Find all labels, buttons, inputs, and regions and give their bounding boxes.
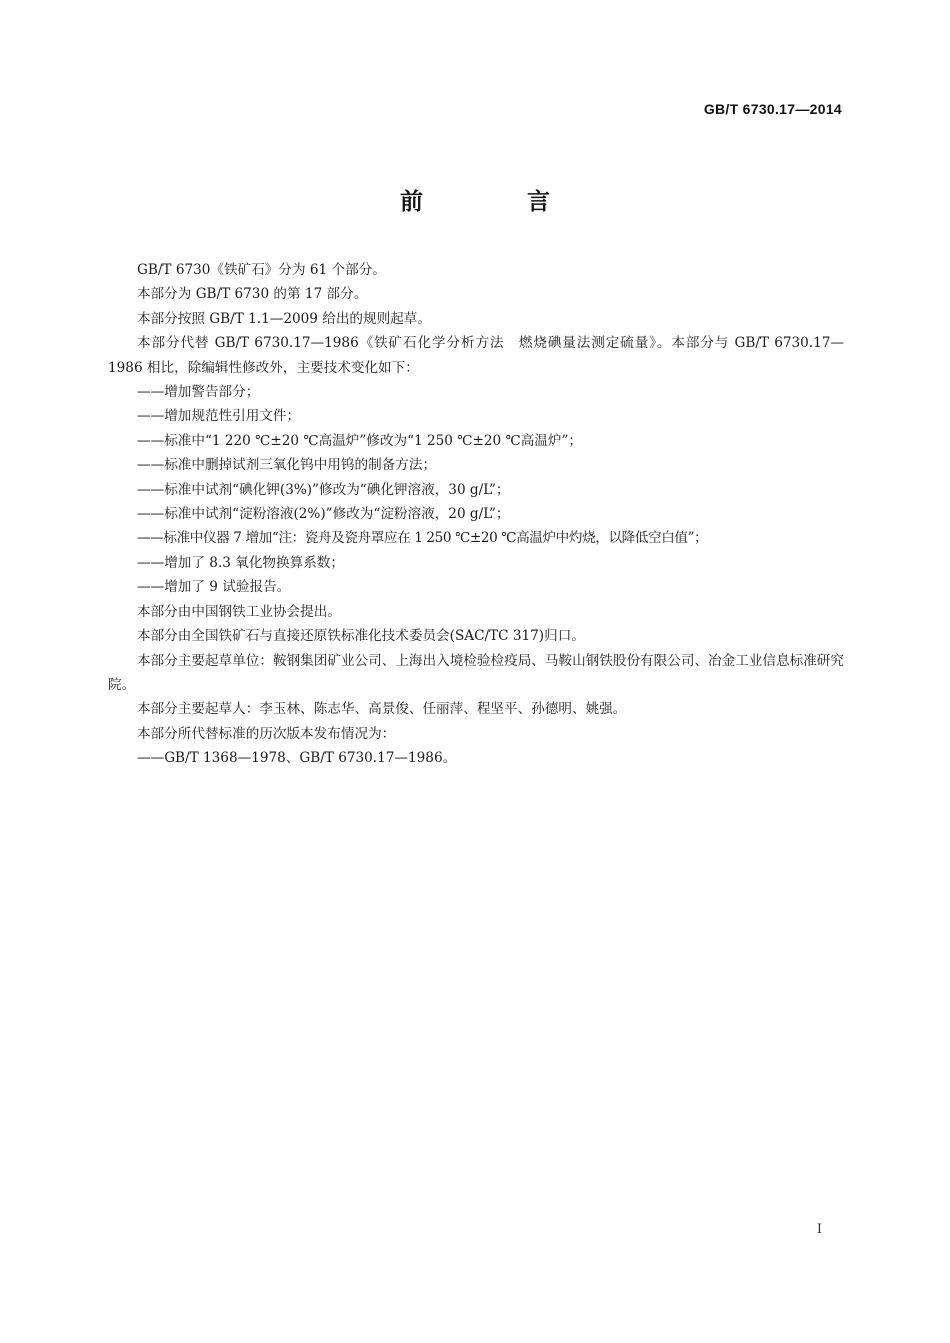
foreword-body [108,258,844,771]
change-item: ——标准中试剂“淀粉溶液(2%)”修改为“淀粉溶液，20 g/L”； [137,506,510,523]
change-item: ——增加规范性引用文件； [137,408,301,425]
change-item: ——增加警告部分； [137,384,260,401]
paragraph-parts-count: GB/T 6730《铁矿石》分为 61 个部分。 [137,262,386,278]
change-item: ——增加了 9 试验报告。 [137,579,291,596]
paragraph-drafting-units: 本部分主要起草单位：鞍钢集团矿业公司、上海出入境检验检疫局、马鞍山钢铁股份有限公司、冶金工业信息标准研究院。 [108,652,844,693]
page-title: 前 言 [399,189,598,215]
paragraph-drafters: 本部分主要起草人：李玉林、陈志华、高景俊、任丽萍、程坚平、孙德明、姚强。 [137,701,627,718]
paragraph-replaces: 本部分代替 GB/T 6730.17—1986《铁矿石化学分析方法 燃烧碘量法测定硫量》。本部分与 GB/T 6730.17—1986 相比，除编辑性修改外，主要技术变化如下： [108,335,844,376]
paragraph-history-intro: 本部分所代替标准的历次版本发布情况为： [137,725,396,742]
change-item: ——标准中仪器 7 增加“注：瓷舟及瓷舟罩应在 1 250 ℃±20 ℃高温炉中灼烧，以降低空白值”； [137,530,708,547]
history-item: ——GB/T 1368—1978、GB/T 6730.17—1986。 [137,750,457,767]
change-item: ——增加了 8.3 氧化物换算系数； [137,554,344,571]
standard-code: GB/T 6730.17—2014 [703,101,842,117]
paragraph-responsible-committee: 本部分由全国铁矿石与直接还原铁标准化技术委员会(SAC/TC 317)归口。 [137,628,585,645]
paragraph-proposed-by: 本部分由中国钢铁工业协会提出。 [137,603,341,620]
change-item: ——标准中试剂“碘化钾(3%)”修改为“碘化钾溶液，30 g/L”； [137,481,510,498]
change-item: ——标准中删掉试剂三氧化钨中用钨的制备方法； [137,457,437,474]
paragraph-part-number: 本部分为 GB/T 6730 的第 17 部分。 [137,286,368,303]
page-number: I [816,1222,822,1237]
change-item: ——标准中“1 220 ℃±20 ℃高温炉”修改为“1 250 ℃±20 ℃高温炉”； [137,432,583,449]
paragraph-drafting-rules: 本部分按照 GB/T 1.1—2009 给出的规则起草。 [137,310,431,327]
